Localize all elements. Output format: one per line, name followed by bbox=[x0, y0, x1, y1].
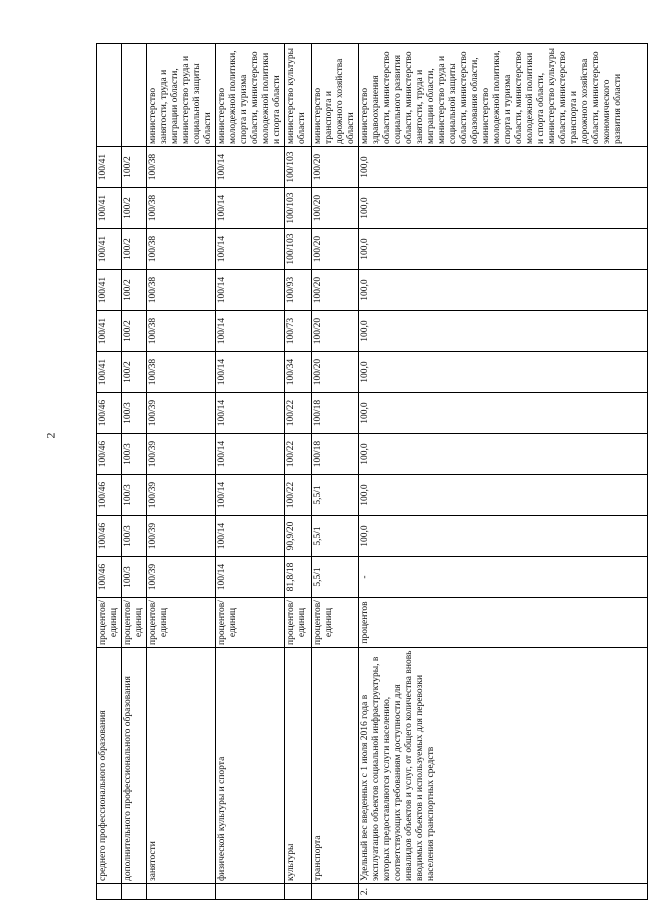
value-cell: 100/3 bbox=[122, 475, 147, 516]
value-cell: 100/38 bbox=[147, 147, 216, 188]
row-number bbox=[216, 884, 285, 900]
value-cell: 100/14 bbox=[216, 229, 285, 270]
value-cell: 100,0 bbox=[359, 311, 648, 352]
row-number bbox=[122, 884, 147, 900]
value-cell: 100/18 bbox=[312, 434, 359, 475]
value-cell: 100/22 bbox=[285, 393, 312, 434]
value-cell: 100/103 bbox=[285, 188, 312, 229]
indicator-cell: занятости bbox=[147, 648, 216, 884]
value-cell: 100/20 bbox=[312, 352, 359, 393]
executor-cell: министерство молодежной политики, спорта и туризма области, министерство молодежной политики и спорта области bbox=[216, 44, 285, 147]
row-number bbox=[285, 884, 312, 900]
value-cell: 100/38 bbox=[147, 188, 216, 229]
value-cell: 100/20 bbox=[312, 188, 359, 229]
unit-cell: процентов/ единиц bbox=[285, 598, 312, 648]
value-cell: 100/38 bbox=[147, 352, 216, 393]
value-cell: 100/3 bbox=[122, 434, 147, 475]
value-cell: 100/46 bbox=[97, 393, 122, 434]
row-number bbox=[147, 884, 216, 900]
value-cell: 100,0 bbox=[359, 393, 648, 434]
value-cell: 100/20 bbox=[312, 270, 359, 311]
value-cell: 100/39 bbox=[147, 557, 216, 598]
value-cell: 100/38 bbox=[147, 229, 216, 270]
value-cell: 100/2 bbox=[122, 352, 147, 393]
table-row bbox=[122, 44, 147, 900]
value-cell: 100,0 bbox=[359, 352, 648, 393]
value-cell: 5,5/1 bbox=[312, 475, 359, 516]
page-number: 2 bbox=[43, 432, 58, 439]
unit-cell: процентов/ единиц bbox=[122, 598, 147, 648]
value-cell: 100,0 bbox=[359, 147, 648, 188]
indicator-cell: культуры bbox=[285, 648, 312, 884]
value-cell: 100/93 bbox=[285, 270, 312, 311]
value-cell: 100/20 bbox=[312, 229, 359, 270]
value-cell: 5,5/1 bbox=[312, 516, 359, 557]
rotated-table-container bbox=[96, 44, 623, 900]
executor-cell bbox=[122, 44, 147, 147]
value-cell: 100/3 bbox=[122, 557, 147, 598]
indicator-cell: среднего профессионального образования bbox=[97, 648, 122, 884]
value-cell: 100/20 bbox=[312, 311, 359, 352]
value-cell: 100/14 bbox=[216, 393, 285, 434]
table-row bbox=[147, 44, 216, 900]
indicator-cell: физической культуры и спорта bbox=[216, 648, 285, 884]
value-cell: 100/46 bbox=[97, 434, 122, 475]
executor-cell: министерство транспорта и дорожного хозяйства области bbox=[312, 44, 359, 147]
value-cell: 100/18 bbox=[312, 393, 359, 434]
indicator-cell: дополнительного профессионального образования bbox=[122, 648, 147, 884]
value-cell: 100/14 bbox=[216, 147, 285, 188]
table-row bbox=[97, 44, 122, 900]
value-cell: 100/2 bbox=[122, 188, 147, 229]
value-cell: 100,0 bbox=[359, 434, 648, 475]
indicator-cell: Удельный вес введенных с 1 июля 2016 года в эксплуатацию объектов социальной инфраструктуры, в которых предоставляются услуги населению, соответствующих требованиям доступности для инвалидов объектов и услуг, от общего количества вновь вводимых объектов и используемых для перевозки населения транспортных средств bbox=[359, 648, 648, 884]
value-cell: 100/38 bbox=[147, 270, 216, 311]
value-cell: 100/2 bbox=[122, 229, 147, 270]
value-cell: 100/3 bbox=[122, 516, 147, 557]
value-cell: 100/103 bbox=[285, 229, 312, 270]
value-cell: 100/22 bbox=[285, 475, 312, 516]
value-cell: 100/2 bbox=[122, 270, 147, 311]
unit-cell: процентов bbox=[359, 598, 648, 648]
value-cell: 100/14 bbox=[216, 434, 285, 475]
value-cell: 100/14 bbox=[216, 557, 285, 598]
value-cell: 100/46 bbox=[97, 557, 122, 598]
executor-cell: министерство здравоохранения области, министерство социального развития области, министерство занятости, труда и миграции области, министерство труда и социальной защиты области, министерство образования области, министерство молодежной политики, спорта и туризма области, министерство молодежной политики и спорта области, министерство культуры области, министерство транспорта и дорожного хозяйства области, министерство экономического развития области bbox=[359, 44, 648, 147]
value-cell: 100/41 bbox=[97, 311, 122, 352]
unit-cell: процентов/ единиц bbox=[147, 598, 216, 648]
table-row bbox=[285, 44, 312, 900]
value-cell: 100,0 bbox=[359, 270, 648, 311]
value-cell: 100/14 bbox=[216, 475, 285, 516]
value-cell: 100/14 bbox=[216, 352, 285, 393]
value-cell: 100/103 bbox=[285, 147, 312, 188]
unit-cell: процентов/ единиц bbox=[216, 598, 285, 648]
value-cell: 100/73 bbox=[285, 311, 312, 352]
value-cell: 100/3 bbox=[122, 393, 147, 434]
executor-cell bbox=[97, 44, 122, 147]
indicators-table bbox=[96, 43, 648, 900]
value-cell: 100/46 bbox=[97, 516, 122, 557]
value-cell: 100/41 bbox=[97, 147, 122, 188]
document-page bbox=[96, 44, 623, 900]
value-cell: 90,9/20 bbox=[285, 516, 312, 557]
value-cell: 100/39 bbox=[147, 393, 216, 434]
table-row bbox=[216, 44, 285, 900]
value-cell: 100/20 bbox=[312, 147, 359, 188]
indicator-cell: транспорта bbox=[312, 648, 359, 884]
value-cell: 100/14 bbox=[216, 188, 285, 229]
value-cell: 100,0 bbox=[359, 475, 648, 516]
unit-cell: процентов/ единиц bbox=[312, 598, 359, 648]
value-cell: 100/39 bbox=[147, 475, 216, 516]
value-cell: 100,0 bbox=[359, 188, 648, 229]
value-cell: 100/41 bbox=[97, 229, 122, 270]
value-cell: 100,0 bbox=[359, 229, 648, 270]
value-cell: 100/38 bbox=[147, 311, 216, 352]
value-cell: 5,5/1 bbox=[312, 557, 359, 598]
value-cell: 100/22 bbox=[285, 434, 312, 475]
value-cell: 100/39 bbox=[147, 434, 216, 475]
value-cell: 100,0 bbox=[359, 516, 648, 557]
row-number bbox=[97, 884, 122, 900]
value-cell: 81,8/18 bbox=[285, 557, 312, 598]
value-cell: 100/14 bbox=[216, 516, 285, 557]
executor-cell: министерство культуры области bbox=[285, 44, 312, 147]
value-cell: 100/2 bbox=[122, 147, 147, 188]
value-cell: 100/14 bbox=[216, 270, 285, 311]
table-row bbox=[359, 44, 648, 900]
value-cell: 100/34 bbox=[285, 352, 312, 393]
value-cell: 100/46 bbox=[97, 475, 122, 516]
value-cell: 100/14 bbox=[216, 311, 285, 352]
value-cell: 100/41 bbox=[97, 270, 122, 311]
executor-cell: министерство занятости, труда и миграции области, министерство труда и социальной защиты области bbox=[147, 44, 216, 147]
unit-cell: процентов/ единиц bbox=[97, 598, 122, 648]
value-cell: - bbox=[359, 557, 648, 598]
value-cell: 100/2 bbox=[122, 311, 147, 352]
value-cell: 100/41 bbox=[97, 188, 122, 229]
value-cell: 100/41 bbox=[97, 352, 122, 393]
value-cell: 100/39 bbox=[147, 516, 216, 557]
row-number bbox=[312, 884, 359, 900]
row-number: 2. bbox=[359, 884, 648, 900]
table-row bbox=[312, 44, 359, 900]
